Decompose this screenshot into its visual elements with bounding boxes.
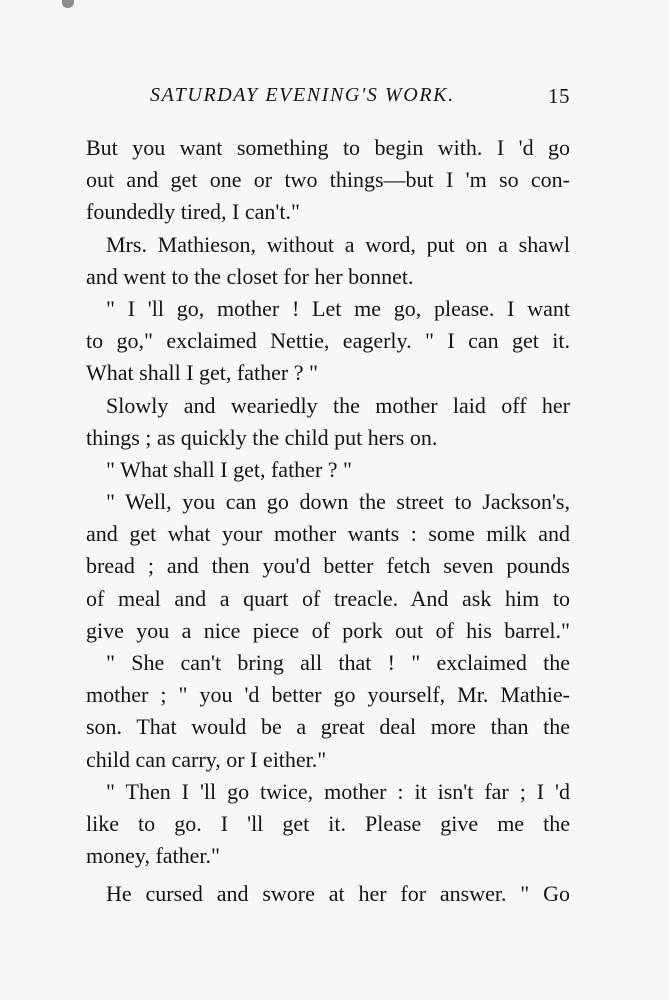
text-line: " What shall I get, father ? " <box>106 456 353 482</box>
text-line: give you a nice piece of pork out of his barrel." <box>86 617 570 643</box>
text-line: foundedly tired, I can't." <box>86 199 300 225</box>
text-line: Mrs. Mathieson, without a word, put on a shawl <box>106 231 570 257</box>
text-line: He cursed and swore at her for answer. " Go <box>106 881 570 907</box>
text-line: and get what your mother wants : some milk and <box>86 521 570 547</box>
text-line: " She can't bring all that ! " exclaimed the <box>106 650 570 675</box>
text-line: things ; as quickly the child put hers on. <box>86 424 438 450</box>
text-line: " Well, you can go down the street to Jackson's, <box>106 489 570 515</box>
text-line: " Then I 'll go twice, mother : it isn't far ; I 'd <box>106 778 570 804</box>
text-line: bread ; and then you'd better fetch seven pounds <box>86 553 570 579</box>
text-line: son. That would be a great deal more than the <box>86 714 570 740</box>
page-speck <box>62 0 74 8</box>
page-header <box>150 84 570 114</box>
text-line: to go," exclaimed Nettie, eagerly. " I can get it. <box>86 328 570 354</box>
text-line: like to go. I 'll get it. Please give me the <box>86 810 570 836</box>
text-line: What shall I get, father ? " <box>86 360 318 386</box>
running-head: SATURDAY EVENING'S WORK. <box>150 84 455 106</box>
body-text <box>86 132 570 911</box>
text-line: and went to the closet for her bonnet. <box>86 263 414 289</box>
text-line: " I 'll go, mother ! Let me go, please. I want <box>106 295 570 321</box>
text-line: child can carry, or I either." <box>86 746 327 772</box>
text-line: mother ; " you 'd better go yourself, Mr. Mathie- <box>86 682 570 708</box>
text-line: out and get one or two things—but I 'm so con- <box>86 167 570 193</box>
text-line: But you want something to begin with. I 'd go <box>86 135 570 160</box>
text-line: of meal and a quart of treacle. And ask him to <box>86 585 570 611</box>
text-line: Slowly and weariedly the mother laid off her <box>106 392 570 418</box>
page-number: 15 <box>548 84 570 108</box>
text-line: money, father." <box>86 843 221 869</box>
